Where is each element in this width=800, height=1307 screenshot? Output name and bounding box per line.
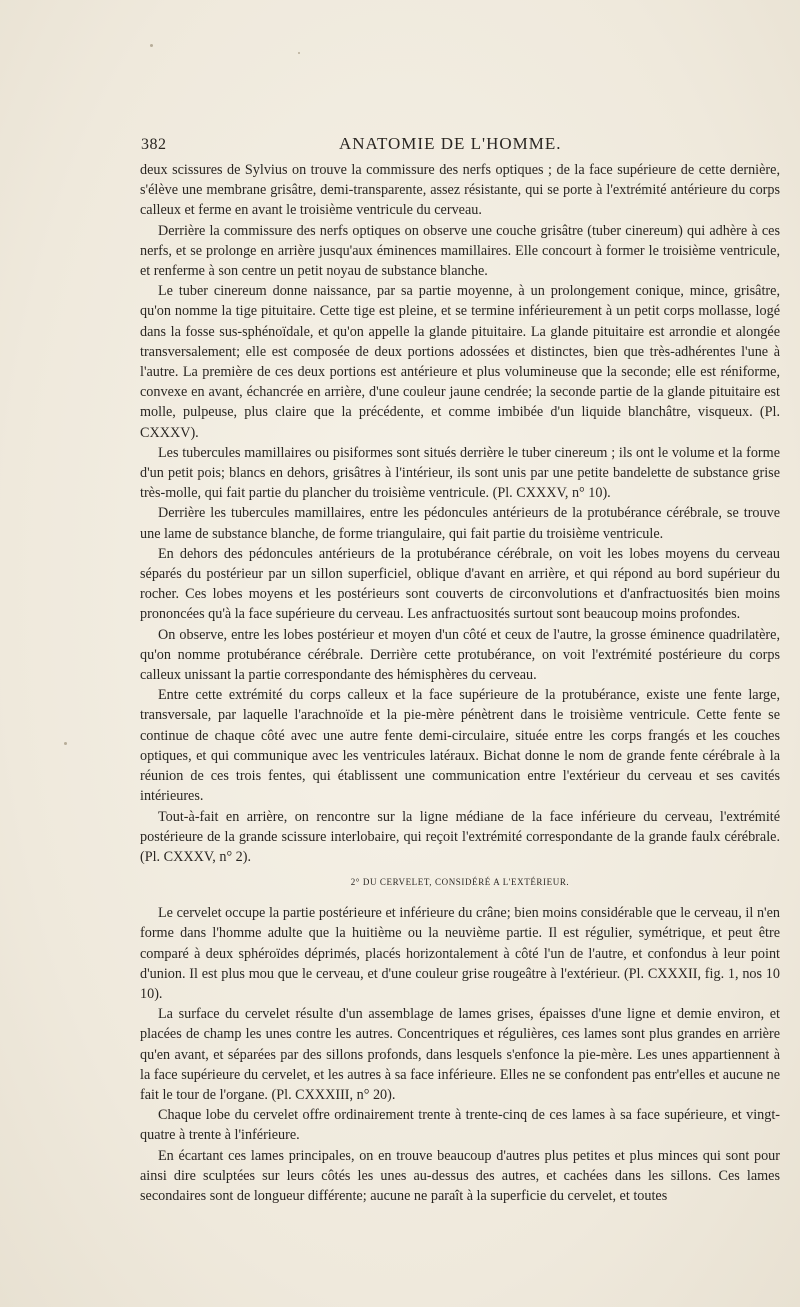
paragraph: Chaque lobe du cervelet offre ordinairement trente à trente-cinq de ces lames à sa face supérieure, et vingt-quatre à trente à l'inférieure. <box>140 1107 780 1144</box>
paper-speck <box>150 44 153 47</box>
paragraph: Les tubercules mamillaires ou pisiformes sont situés derrière le tuber cinereum ; ils ont le volume et la forme d'un petit pois; blancs en dehors, grisâtres à l'intérieur, ils sont unis par une petite bandelette de substance grise très-molle, qui fait partie du plancher du troisième ventricule. (Pl. CXXXV, n° 10). <box>140 444 780 502</box>
body-text <box>140 160 780 1206</box>
paragraph: deux scissures de Sylvius on trouve la commissure des nerfs optiques ; de la face supérieure de cette dernière, s'élève une membrane grisâtre, demi-transparente, assez résistante, qui se porte à l'extrémité antérieure du corps calleux et ferme en avant le troisième ventricule du cerveau. <box>140 162 780 219</box>
paragraph: Entre cette extrémité du corps calleux et la face supérieure de la protubérance, existe une fente large, transversale, par laquelle l'arachnoïde et la pie-mère pénètrent dans le troisième ventricule. Cette fente se continue de chaque côté avec une autre fente demi-circulaire, située entre les corps frangés et les couches optiques, et qui communique avec les ventricules latéraux. Bichat donne le nom de grande fente cérébrale à la réunion de ces trois fentes, qui établissent une communication entre l'extérieur du cerveau et ses cavités intérieures. <box>140 687 780 805</box>
paragraph: En dehors des pédoncules antérieurs de la protubérance cérébrale, on voit les lobes moyens du cerveau séparés du postérieur par un sillon superficiel, oblique d'avant en arrière, et qui répond au bord supérieur du rocher. Ces lobes moyens et les postérieurs sont couverts de circonvolutions et d'anfractuosités bien moins prononcées qu'à la face supérieure du cerveau. Les anfractuosités surtout sont beaucoup moins profondes. <box>140 545 780 623</box>
paragraph: Le cervelet occupe la partie postérieure et inférieure du crâne; bien moins considérable que le cerveau, il n'en forme dans l'homme adulte que la huitième ou la neuvième partie. Il est régulier, symétrique, et peut être comparé à deux sphéroïdes déprimés, placés horizontalement à côté l'un de l'autre, et confondus à leur point d'union. Il est plus mou que le cerveau, et d'une couleur grise rougeâtre à l'extérieur. (Pl. CXXXII, fig. 1, nos 10 10). <box>140 905 780 1002</box>
paper-speck <box>64 742 67 745</box>
paragraph: Derrière les tubercules mamillaires, entre les pédoncules antérieurs de la protubérance cérébrale, se trouve une lame de substance blanche, de forme triangulaire, qui fait partie du troisième ventricule. <box>140 505 780 542</box>
paragraph: Tout-à-fait en arrière, on rencontre sur la ligne médiane de la face inférieure du cerveau, l'extrémité postérieure de la grande scissure interlobaire, qui reçoit l'extrémité correspondante de la grande faulx cérébrale. (Pl. CXXXV, n° 2). <box>140 808 780 865</box>
page-number: 382 <box>141 136 167 153</box>
paragraph: Le tuber cinereum donne naissance, par sa partie moyenne, à un prolongement conique, mince, grisâtre, qu'on nomme la tige pituitaire. Cette tige est pleine, et se termine inférieurement à un petit corps mollasse, logé dans la fosse sus-sphénoïdale, et qu'on appelle la glande pituitaire. La glande pituitaire est arrondie et alongée transversalement; elle est composée de deux portions adossées et distinctes, bien que très-adhérentes l'une à l'autre. La première de ces deux portions est antérieure et plus volumineuse que la seconde; elle est réniforme, convexe en avant, échancrée en arrière, d'une couleur jaune cendrée; la seconde partie de la glande pituitaire est molle, pulpeuse, plus claire que la précédente, et comme imbibée d'un liquide blanchâtre, visqueux. (Pl. CXXXV). <box>140 283 780 441</box>
paragraph: On observe, entre les lobes postérieur et moyen d'un côté et ceux de l'autre, la grosse éminence quadrilatère, qu'on nomme protubérance cérébrale. Derrière cette protubérance, on voit l'extrémité postérieure du corps calleux unissant la partie correspondante des hémisphères du cerveau. <box>140 626 780 684</box>
paragraph: En écartant ces lames principales, on en trouve beaucoup d'autres plus petites et plus minces qui sont pour ainsi dire sculptées sur leurs côtés les unes au-dessus des autres, et cachées dans les sillons. Ces lames secondaires sont de longueur différente; aucune ne paraît à la superficie du cervelet, et toutes <box>140 1147 780 1204</box>
section-heading: 2° DU CERVELET, CONSIDÉRÉ A L'EXTÉRIEUR. <box>350 877 570 888</box>
paper-speck <box>298 52 300 54</box>
running-title: ANATOMIE DE L'HOMME. <box>339 134 562 153</box>
page-header <box>141 136 661 158</box>
paragraph: Derrière la commissure des nerfs optiques on observe une couche grisâtre (tuber cinereum) qui adhère à ces nerfs, et se prolonge en arrière jusqu'aux éminences mamillaires. Elle concourt à former le troisième ventricule, et renferme à son centre un petit noyau de substance blanche. <box>140 222 780 280</box>
paragraph: La surface du cervelet résulte d'un assemblage de lames grises, épaisses d'une ligne et demie environ, et placées de champ les unes contre les autres. Concentriques et régulières, ces lames sont plus grandes en arrière qu'en avant, et séparées par des sillons profonds, dans lesquels s'enfonce la pie-mère. Les unes appartiennent à la face supérieure du cervelet, et les autres à sa face inférieure. Elles ne se confondent pas entr'elles et aucune ne fait le tour de l'organe. (Pl. CXXXIII, n° 20). <box>140 1006 780 1103</box>
